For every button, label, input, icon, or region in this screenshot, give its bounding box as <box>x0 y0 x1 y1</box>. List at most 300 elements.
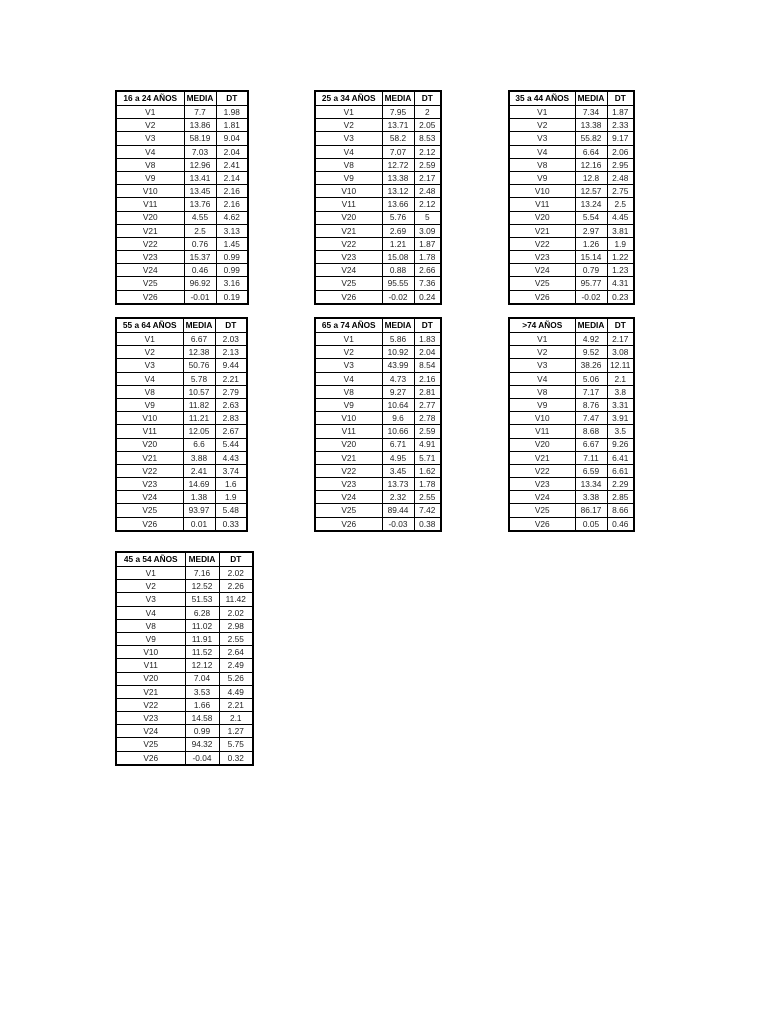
media-cell: 5.06 <box>575 372 607 385</box>
variable-cell: V21 <box>116 224 184 237</box>
dt-cell: 1.9 <box>607 237 634 250</box>
media-cell: 11.02 <box>185 619 219 632</box>
variable-cell: V25 <box>116 738 185 751</box>
dt-cell: 9.26 <box>607 438 634 451</box>
media-cell: 14.58 <box>185 712 219 725</box>
table-row <box>116 145 248 158</box>
variable-cell: V4 <box>315 372 382 385</box>
variable-cell: V22 <box>509 464 575 477</box>
media-cell: 93.97 <box>183 504 215 517</box>
media-cell: 2.97 <box>575 224 607 237</box>
variable-cell: V24 <box>315 491 382 504</box>
table-row <box>315 491 441 504</box>
table-row <box>116 685 253 698</box>
variable-cell: V22 <box>315 464 382 477</box>
stats-table <box>314 317 442 532</box>
dt-cell: 0.46 <box>607 517 634 531</box>
variable-cell: V20 <box>315 438 382 451</box>
variable-cell: V2 <box>509 346 575 359</box>
variable-cell: V22 <box>116 237 184 250</box>
media-cell: 12.52 <box>185 580 219 593</box>
media-cell: 9.52 <box>575 346 607 359</box>
media-cell: 0.76 <box>184 237 216 250</box>
media-cell: 11.21 <box>183 412 215 425</box>
table-header-row <box>509 318 634 333</box>
media-header: MEDIA <box>382 91 414 106</box>
variable-cell: V8 <box>509 385 575 398</box>
dt-cell: 2.98 <box>219 619 253 632</box>
dt-cell: 2.04 <box>414 346 441 359</box>
dt-cell: 2.83 <box>215 412 247 425</box>
table-row <box>116 580 253 593</box>
dt-cell: 1.27 <box>219 725 253 738</box>
media-cell: 3.45 <box>382 464 414 477</box>
media-cell: 12.05 <box>183 425 215 438</box>
age-group-title: 25 a 34 AÑOS <box>315 91 382 106</box>
variable-cell: V23 <box>509 251 575 264</box>
variable-cell: V21 <box>116 451 183 464</box>
variable-cell: V11 <box>509 425 575 438</box>
variable-cell: V3 <box>509 132 575 145</box>
media-header: MEDIA <box>183 318 215 333</box>
dt-cell: 0.24 <box>414 290 441 304</box>
media-cell: 6.64 <box>575 145 607 158</box>
table-row <box>509 171 634 184</box>
variable-cell: V8 <box>509 158 575 171</box>
table-row <box>315 412 441 425</box>
media-cell: 2.41 <box>183 464 215 477</box>
media-cell: 13.24 <box>575 198 607 211</box>
dt-cell: 2.16 <box>216 198 248 211</box>
media-header: MEDIA <box>185 552 219 567</box>
dt-cell: 3.8 <box>607 385 634 398</box>
media-cell: 95.55 <box>382 277 414 290</box>
variable-cell: V20 <box>116 438 183 451</box>
dt-cell: 8.66 <box>607 504 634 517</box>
dt-cell: 0.38 <box>414 517 441 531</box>
variable-cell: V26 <box>116 290 184 304</box>
dt-cell: 2.55 <box>414 491 441 504</box>
dt-cell: 3.08 <box>607 346 634 359</box>
dt-cell: 2.66 <box>414 264 441 277</box>
table-row <box>509 491 634 504</box>
dt-cell: 3.09 <box>414 224 441 237</box>
media-cell: 9.6 <box>382 412 414 425</box>
dt-cell: 9.04 <box>216 132 248 145</box>
media-cell: 8.68 <box>575 425 607 438</box>
media-cell: 7.11 <box>575 451 607 464</box>
dt-cell: 2.79 <box>215 385 247 398</box>
variable-cell: V3 <box>116 359 183 372</box>
variable-cell: V10 <box>116 412 183 425</box>
media-cell: 12.57 <box>575 185 607 198</box>
dt-cell: 1.98 <box>216 106 248 119</box>
table-row <box>116 359 247 372</box>
media-cell: 12.12 <box>185 659 219 672</box>
variable-cell: V23 <box>315 478 382 491</box>
dt-header: DT <box>607 318 634 333</box>
dt-header: DT <box>219 552 253 567</box>
variable-cell: V26 <box>116 751 185 765</box>
table-row <box>509 451 634 464</box>
dt-cell: 1.87 <box>414 237 441 250</box>
media-cell: 7.17 <box>575 385 607 398</box>
dt-cell: 2.67 <box>215 425 247 438</box>
variable-cell: V25 <box>509 277 575 290</box>
media-cell: 0.01 <box>183 517 215 531</box>
table-row <box>315 478 441 491</box>
variable-cell: V10 <box>116 646 185 659</box>
media-cell: 6.59 <box>575 464 607 477</box>
table-row <box>509 119 634 132</box>
variable-cell: V9 <box>315 398 382 411</box>
table-row <box>116 224 248 237</box>
media-cell: 13.45 <box>184 185 216 198</box>
variable-cell: V26 <box>315 517 382 531</box>
table-row <box>116 264 248 277</box>
dt-cell: 2.05 <box>414 119 441 132</box>
table-row <box>509 517 634 531</box>
media-header: MEDIA <box>382 318 414 333</box>
table-row <box>116 412 247 425</box>
dt-cell: 4.62 <box>216 211 248 224</box>
variable-cell: V25 <box>509 504 575 517</box>
variable-cell: V22 <box>116 464 183 477</box>
table-row <box>116 632 253 645</box>
media-cell: 6.67 <box>575 438 607 451</box>
dt-cell: 2.48 <box>414 185 441 198</box>
table-row <box>509 504 634 517</box>
dt-cell: 0.33 <box>215 517 247 531</box>
dt-cell: 1.9 <box>215 491 247 504</box>
table-row <box>315 346 441 359</box>
variable-cell: V2 <box>116 119 184 132</box>
dt-cell: 2.59 <box>414 158 441 171</box>
table-row <box>509 385 634 398</box>
variable-cell: V23 <box>315 251 382 264</box>
variable-cell: V9 <box>116 632 185 645</box>
media-cell: 7.04 <box>185 672 219 685</box>
age-group-title: 65 a 74 AÑOS <box>315 318 382 333</box>
variable-cell: V3 <box>116 593 185 606</box>
media-cell: 1.26 <box>575 237 607 250</box>
dt-cell: 2.81 <box>414 385 441 398</box>
media-cell: 6.67 <box>183 333 215 346</box>
table-row <box>116 712 253 725</box>
dt-cell: 2.1 <box>607 372 634 385</box>
variable-cell: V20 <box>116 672 185 685</box>
media-cell: 5.86 <box>382 333 414 346</box>
stats-table <box>508 317 635 532</box>
media-cell: -0.01 <box>184 290 216 304</box>
media-cell: 13.76 <box>184 198 216 211</box>
dt-cell: 2.1 <box>219 712 253 725</box>
variable-cell: V26 <box>509 517 575 531</box>
variable-cell: V11 <box>116 659 185 672</box>
table-row <box>116 198 248 211</box>
dt-cell: 1.83 <box>414 333 441 346</box>
variable-cell: V11 <box>116 425 183 438</box>
table-row <box>509 290 634 304</box>
media-cell: 8.76 <box>575 398 607 411</box>
table-row <box>116 346 247 359</box>
table-row <box>116 185 248 198</box>
media-header: MEDIA <box>184 91 216 106</box>
table-row <box>315 171 441 184</box>
dt-cell: 4.91 <box>414 438 441 451</box>
dt-cell: 2.59 <box>414 425 441 438</box>
dt-cell: 0.23 <box>607 290 634 304</box>
table-row <box>315 211 441 224</box>
dt-cell: 1.45 <box>216 237 248 250</box>
media-cell: 3.88 <box>183 451 215 464</box>
dt-cell: 2.02 <box>219 567 253 580</box>
media-cell: 58.19 <box>184 132 216 145</box>
table-row <box>315 277 441 290</box>
variable-cell: V2 <box>315 119 382 132</box>
variable-cell: V10 <box>509 412 575 425</box>
dt-cell: 2.26 <box>219 580 253 593</box>
variable-cell: V3 <box>116 132 184 145</box>
table-row <box>315 264 441 277</box>
dt-cell: 5 <box>414 211 441 224</box>
dt-cell: 2.5 <box>607 198 634 211</box>
media-cell: 0.46 <box>184 264 216 277</box>
table-row <box>315 451 441 464</box>
variable-cell: V24 <box>116 725 185 738</box>
table-row <box>315 398 441 411</box>
dt-cell: 2.17 <box>607 333 634 346</box>
variable-cell: V9 <box>116 171 184 184</box>
media-cell: 4.92 <box>575 333 607 346</box>
dt-cell: 6.41 <box>607 451 634 464</box>
variable-cell: V11 <box>116 198 184 211</box>
media-cell: 12.96 <box>184 158 216 171</box>
dt-cell: 4.43 <box>215 451 247 464</box>
dt-cell: 1.22 <box>607 251 634 264</box>
media-cell: 13.34 <box>575 478 607 491</box>
variable-cell: V25 <box>315 277 382 290</box>
variable-cell: V20 <box>116 211 184 224</box>
table-row <box>116 646 253 659</box>
media-cell: 15.37 <box>184 251 216 264</box>
dt-cell: 2.48 <box>607 171 634 184</box>
dt-cell: 1.23 <box>607 264 634 277</box>
media-cell: 13.12 <box>382 185 414 198</box>
dt-cell: 1.78 <box>414 478 441 491</box>
dt-cell: 2 <box>414 106 441 119</box>
variable-cell: V9 <box>116 398 183 411</box>
table-row <box>116 698 253 711</box>
dt-cell: 2.63 <box>215 398 247 411</box>
variable-cell: V4 <box>116 606 185 619</box>
table-row <box>116 237 248 250</box>
dt-header: DT <box>216 91 248 106</box>
variable-cell: V23 <box>116 712 185 725</box>
table-header-row <box>509 91 634 106</box>
media-cell: 12.8 <box>575 171 607 184</box>
table-row <box>509 132 634 145</box>
dt-cell: 4.31 <box>607 277 634 290</box>
stats-table <box>115 551 254 766</box>
dt-cell: 0.32 <box>219 751 253 765</box>
dt-cell: 2.04 <box>216 145 248 158</box>
media-cell: 15.08 <box>382 251 414 264</box>
table-row <box>509 264 634 277</box>
variable-cell: V20 <box>509 438 575 451</box>
variable-cell: V21 <box>315 451 382 464</box>
table-row <box>509 478 634 491</box>
variable-cell: V10 <box>509 185 575 198</box>
table-row <box>315 359 441 372</box>
variable-cell: V2 <box>116 346 183 359</box>
media-cell: 0.88 <box>382 264 414 277</box>
media-cell: 11.91 <box>185 632 219 645</box>
stats-table <box>115 90 249 305</box>
variable-cell: V11 <box>315 198 382 211</box>
media-cell: 6.28 <box>185 606 219 619</box>
table-row <box>509 464 634 477</box>
dt-cell: 8.53 <box>414 132 441 145</box>
variable-cell: V11 <box>315 425 382 438</box>
dt-cell: 2.64 <box>219 646 253 659</box>
media-cell: -0.04 <box>185 751 219 765</box>
dt-cell: 4.45 <box>607 211 634 224</box>
table-row <box>315 158 441 171</box>
media-cell: 2.5 <box>184 224 216 237</box>
table-row <box>116 478 247 491</box>
variable-cell: V25 <box>315 504 382 517</box>
table-row <box>509 237 634 250</box>
variable-cell: V9 <box>509 171 575 184</box>
media-cell: 0.05 <box>575 517 607 531</box>
stats-table <box>508 90 635 305</box>
table-row <box>116 464 247 477</box>
table-row <box>116 119 248 132</box>
dt-cell: 5.26 <box>219 672 253 685</box>
dt-header: DT <box>414 91 441 106</box>
media-cell: -0.02 <box>575 290 607 304</box>
media-cell: 7.07 <box>382 145 414 158</box>
table-row <box>315 224 441 237</box>
table-row <box>116 211 248 224</box>
variable-cell: V20 <box>315 211 382 224</box>
dt-cell: 2.41 <box>216 158 248 171</box>
table-row <box>509 277 634 290</box>
variable-cell: V3 <box>315 359 382 372</box>
media-cell: 13.41 <box>184 171 216 184</box>
table-row <box>315 517 441 531</box>
media-cell: 12.72 <box>382 158 414 171</box>
age-group-title: 16 a 24 AÑOS <box>116 91 184 106</box>
table-row <box>315 333 441 346</box>
dt-cell: 3.5 <box>607 425 634 438</box>
media-cell: 6.6 <box>183 438 215 451</box>
variable-cell: V1 <box>116 333 183 346</box>
variable-cell: V4 <box>509 372 575 385</box>
table-row <box>116 106 248 119</box>
variable-cell: V10 <box>315 185 382 198</box>
variable-cell: V2 <box>509 119 575 132</box>
media-cell: 3.53 <box>185 685 219 698</box>
media-cell: 55.82 <box>575 132 607 145</box>
variable-cell: V24 <box>509 264 575 277</box>
stats-table <box>314 90 442 305</box>
dt-cell: 5.75 <box>219 738 253 751</box>
table-row <box>315 185 441 198</box>
variable-cell: V8 <box>116 385 183 398</box>
table-row <box>116 158 248 171</box>
table-header-row <box>315 318 441 333</box>
table-row <box>116 277 248 290</box>
variable-cell: V1 <box>315 106 382 119</box>
variable-cell: V1 <box>116 567 185 580</box>
table-row <box>315 464 441 477</box>
dt-cell: 2.16 <box>414 372 441 385</box>
table-row <box>509 438 634 451</box>
dt-cell: 3.91 <box>607 412 634 425</box>
table-row <box>116 398 247 411</box>
media-cell: 51.53 <box>185 593 219 606</box>
table-row <box>509 398 634 411</box>
media-cell: 14.69 <box>183 478 215 491</box>
dt-cell: 6.61 <box>607 464 634 477</box>
dt-cell: 11.42 <box>219 593 253 606</box>
variable-cell: V24 <box>116 264 184 277</box>
table-row <box>509 158 634 171</box>
table-row <box>315 372 441 385</box>
variable-cell: V23 <box>116 251 184 264</box>
media-cell: 50.76 <box>183 359 215 372</box>
media-cell: 10.64 <box>382 398 414 411</box>
media-cell: 95.77 <box>575 277 607 290</box>
variable-cell: V10 <box>116 185 184 198</box>
table-row <box>315 106 441 119</box>
variable-cell: V24 <box>315 264 382 277</box>
table-row <box>116 491 247 504</box>
dt-cell: 4.49 <box>219 685 253 698</box>
dt-cell: 2.12 <box>414 145 441 158</box>
media-cell: 5.54 <box>575 211 607 224</box>
table-row <box>509 346 634 359</box>
dt-cell: 0.99 <box>216 251 248 264</box>
variable-cell: V11 <box>509 198 575 211</box>
media-cell: 7.03 <box>184 145 216 158</box>
dt-cell: 2.14 <box>216 171 248 184</box>
dt-cell: 2.55 <box>219 632 253 645</box>
table-row <box>116 606 253 619</box>
variable-cell: V21 <box>116 685 185 698</box>
table-row <box>509 359 634 372</box>
stats-table <box>115 317 248 532</box>
media-header: MEDIA <box>575 91 607 106</box>
dt-cell: 2.03 <box>215 333 247 346</box>
media-cell: 11.82 <box>183 398 215 411</box>
table-row <box>315 251 441 264</box>
variable-cell: V24 <box>509 491 575 504</box>
dt-cell: 2.16 <box>216 185 248 198</box>
variable-cell: V8 <box>116 619 185 632</box>
media-cell: 38.26 <box>575 359 607 372</box>
media-cell: 96.92 <box>184 277 216 290</box>
table-row <box>116 451 247 464</box>
table-row <box>315 385 441 398</box>
media-cell: 15.14 <box>575 251 607 264</box>
table-row <box>315 145 441 158</box>
variable-cell: V26 <box>116 517 183 531</box>
media-cell: 13.86 <box>184 119 216 132</box>
dt-cell: 1.78 <box>414 251 441 264</box>
